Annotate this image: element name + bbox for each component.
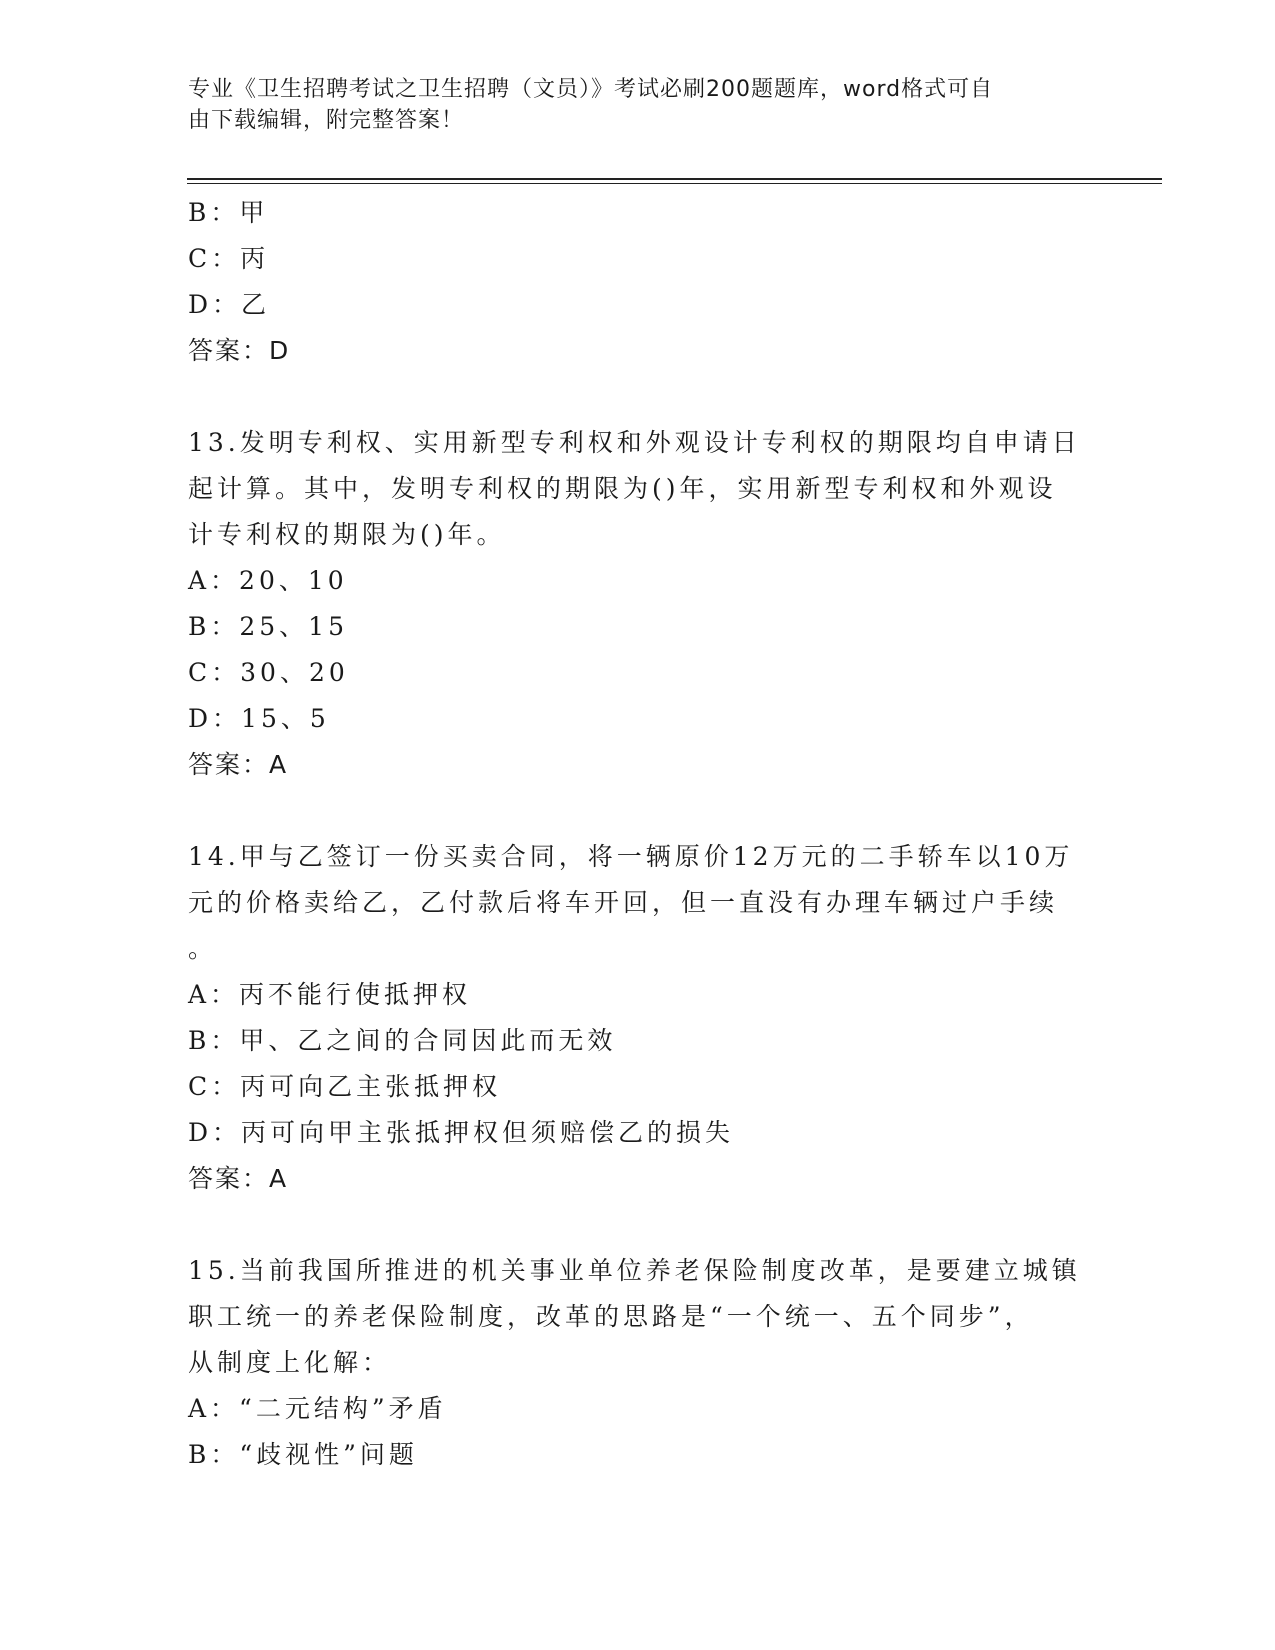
header-line-2: 由下载编辑，附完整答案！ <box>188 108 465 133</box>
spacer <box>188 374 1088 420</box>
q15-option-b: B：“歧视性”问题 <box>188 1440 418 1469</box>
q13-option-d: D：15、5 <box>188 704 330 733</box>
q14-answer: 答案：A <box>188 1164 289 1193</box>
q13-stem-line-2: 起计算。其中，发明专利权的期限为()年，实用新型专利权和外观设 <box>188 474 1057 503</box>
q14-option-d: D：丙可向甲主张抵押权但须赔偿乙的损失 <box>188 1118 735 1147</box>
q15-stem-line-3: 从制度上化解： <box>188 1348 392 1377</box>
q13-stem-line-1: 13.发明专利权、实用新型专利权和外观设计专利权的期限均自申请日 <box>188 428 1081 457</box>
q13-option-a: A：20、10 <box>188 566 348 595</box>
q13-stem-line-3: 计专利权的期限为()年。 <box>188 520 506 549</box>
q15-option-a: A：“二元结构”矛盾 <box>188 1394 447 1423</box>
spacer <box>188 788 1088 834</box>
spacer <box>188 1202 1088 1248</box>
q14-option-a: A：丙不能行使抵押权 <box>188 980 472 1009</box>
header-line-1: 专业《卫生招聘考试之卫生招聘（文员）》考试必刷200题题库，word格式可自 <box>188 77 994 102</box>
header-rule-thick <box>187 178 1162 180</box>
q12-option-b: B：甲 <box>188 198 269 227</box>
q15-stem-line-2: 职工统一的养老保险制度，改革的思路是“一个统一、五个同步”， <box>188 1302 1034 1331</box>
q14-option-b: B：甲、乙之间的合同因此而无效 <box>188 1026 617 1055</box>
q14-stem-line-3: 。 <box>188 934 218 963</box>
q14-stem-line-2: 元的价格卖给乙，乙付款后将车开回，但一直没有办理车辆过户手续 <box>188 888 1059 917</box>
q13-option-c: C：30、20 <box>188 658 349 687</box>
q14-option-c: C：丙可向乙主张抵押权 <box>188 1072 502 1101</box>
q13-option-b: B：25、15 <box>188 612 348 641</box>
document-body <box>188 190 1088 1478</box>
q12-option-d: D：乙 <box>188 290 271 319</box>
q12-option-c: C：丙 <box>188 244 270 273</box>
q13-answer: 答案：A <box>188 750 289 779</box>
header-rule-thin <box>187 183 1162 184</box>
q15-stem-line-1: 15.当前我国所推进的机关事业单位养老保险制度改革，是要建立城镇 <box>188 1256 1081 1285</box>
document-header <box>188 74 1068 136</box>
q14-stem-line-1: 14.甲与乙签订一份买卖合同，将一辆原价12万元的二手轿车以10万 <box>188 842 1074 871</box>
q12-answer: 答案：D <box>188 336 291 365</box>
